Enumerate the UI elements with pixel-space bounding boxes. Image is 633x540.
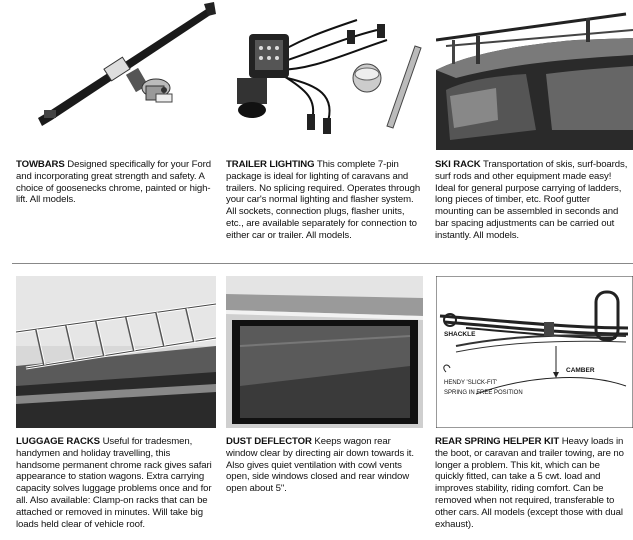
shackle-label: SHACKLE: [444, 331, 476, 338]
trailer-lighting-photo: [227, 0, 423, 150]
towbar-photo: [18, 0, 218, 150]
luggage-racks-title: LUGGAGE RACKS: [16, 436, 100, 447]
spring-helper-diagram: [436, 276, 633, 428]
spring-helper-caption: [435, 436, 631, 530]
camber-label: CAMBER: [566, 367, 595, 374]
spring-helper-title: REAR SPRING HELPER KIT: [435, 436, 560, 447]
trailer-lighting-title: TRAILER LIGHTING: [226, 159, 315, 170]
luggage-racks-caption: [16, 436, 214, 530]
spring-label-1: HENDY 'SLICK-FIT': [444, 380, 498, 386]
ski-rack-title: SKI RACK: [435, 159, 481, 170]
dust-deflector-caption: [226, 436, 422, 495]
dust-deflector-text: Keeps wagon rear window clear by directing air down towards it. Also gives quiet ventilation with cowl vents open, side windows closed and rear window open about 5".: [226, 436, 414, 495]
spring-helper-text: Heavy loads in the boot, or caravan and trailer towing, are no longer a problem. This kit, which can be quickly fitted, can take a 5 cwt. load and improves stability, riding comfort. Can be removed when not required, transferable to other cars. All models (except those with dual exhaust).: [435, 436, 624, 530]
towbars-caption: [16, 159, 214, 206]
ski-rack-photo: [436, 0, 633, 150]
row-divider: [12, 263, 633, 264]
towbars-text: Designed specifically for your Ford and incorporating great strength and safety. A choice of goosenecks chrome, painted or high-lift. All models.: [16, 159, 211, 206]
ski-rack-text: Transportation of skis, surf-boards, surf rods and other equipment made easy! Ideal for general purpose carrying of ladders, long pieces of timber, etc. Roof gutter mounting can be assembled in seconds and bar spacing adjustments can be carried out instantly. All models.: [435, 159, 628, 241]
dust-deflector-photo: [226, 276, 423, 428]
towbars-title: TOWBARS: [16, 159, 65, 170]
ski-rack-caption: [435, 159, 631, 242]
spring-label-2: SPRING IN FREE POSITION: [444, 390, 523, 396]
dust-deflector-title: DUST DEFLECTOR: [226, 436, 312, 447]
luggage-rack-photo: [16, 276, 216, 428]
trailer-lighting-text: This complete 7-pin package is ideal for lighting of caravans and trailers. No splicing required. Operates through your car's normal lighting and flasher system. All sockets, connection plugs, flasher units, etc., are available separately for connection to either car or trailer. All models.: [226, 159, 421, 241]
luggage-racks-text: Useful for tradesmen, handymen and holiday travelling, this handsome permanent chrome rack gives safari appearance to station wagons. Extra carrying capacity solves luggage problems once and for all. Also available: Clamp-on racks that can be attached or removed in minutes. Will take big loads held clear of vehicle roof.: [16, 436, 212, 530]
trailer-lighting-caption: [226, 159, 422, 242]
